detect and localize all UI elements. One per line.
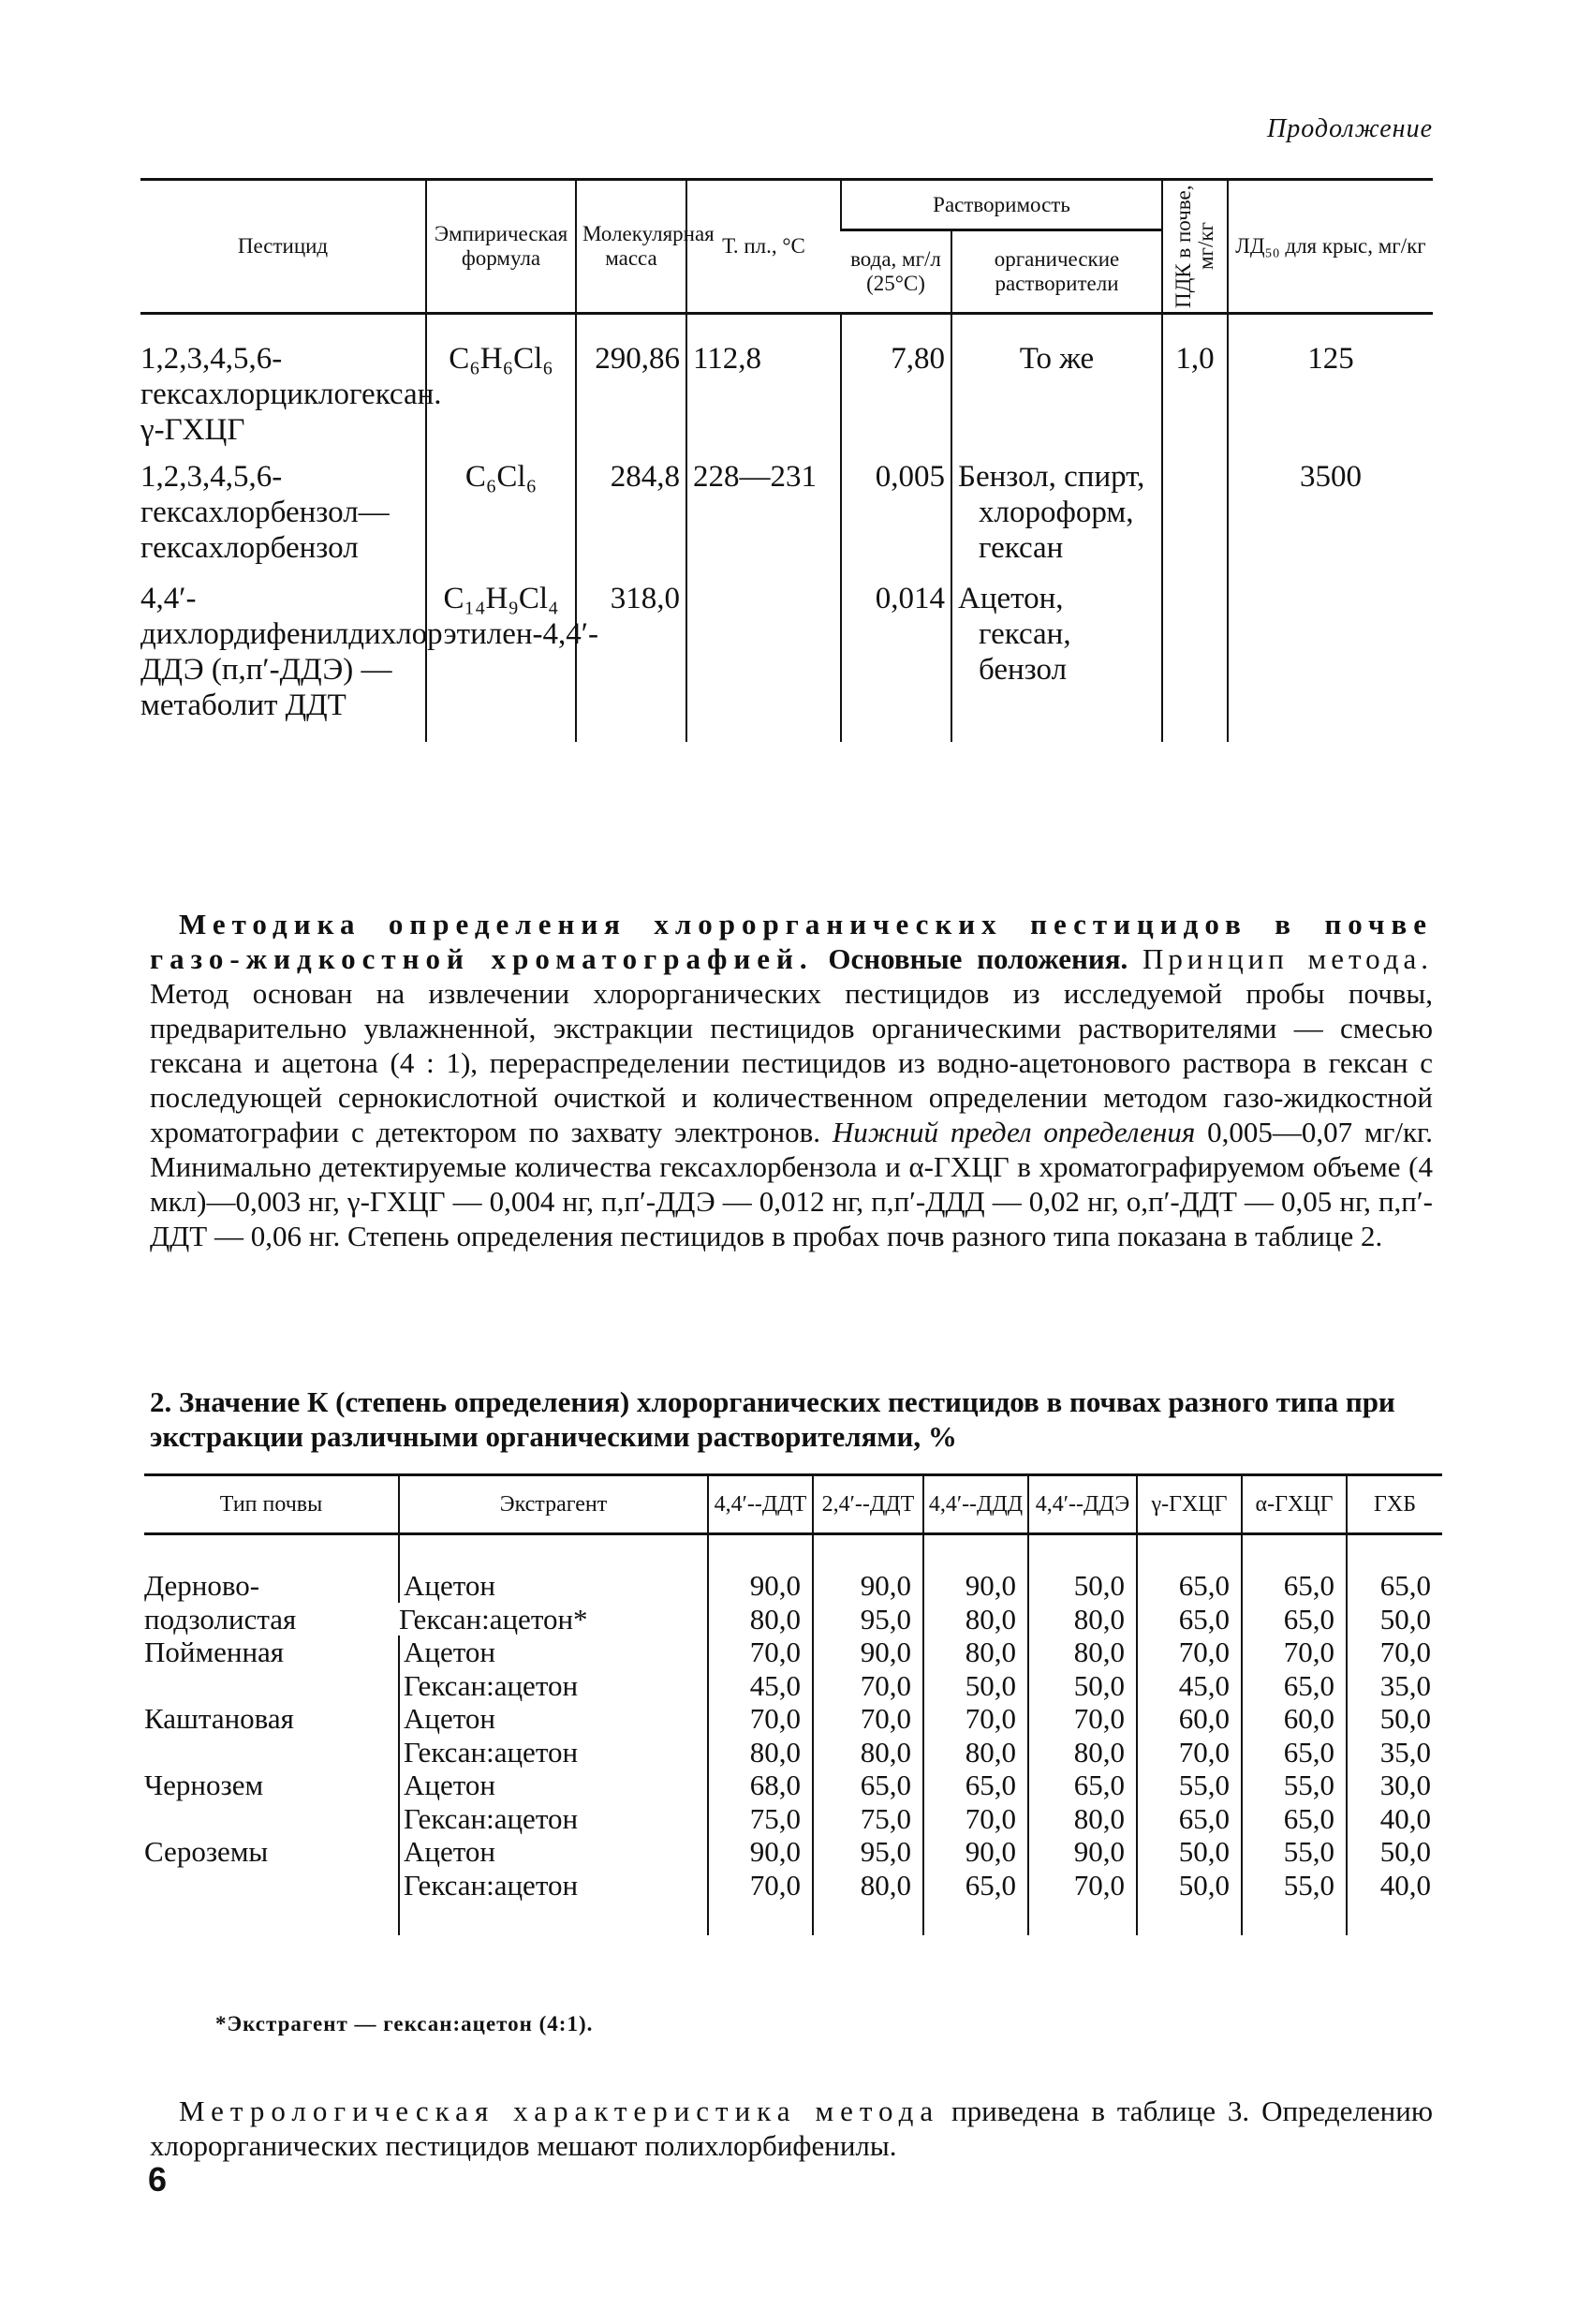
cell-value: 65,0 <box>1137 1603 1242 1636</box>
header-44-ddd: 4,4′--ДДД <box>923 1475 1028 1534</box>
cell-water: 0,005 <box>841 453 951 571</box>
cell-value: 80,0 <box>923 1603 1028 1636</box>
cell-ld50: 3500 <box>1228 453 1433 571</box>
cell-extractant: Гексан:ацетон <box>399 1736 708 1769</box>
table-row <box>144 1736 1442 1769</box>
document-page <box>140 0 1442 2324</box>
cell-formula: C₁₄H₉Cl₄ <box>426 571 576 742</box>
cell-organic: Ацетон, гексан, бензол <box>951 571 1162 742</box>
header-24-ddt: 2,4′--ДДТ <box>813 1475 923 1534</box>
cell-value: 30,0 <box>1347 1769 1442 1802</box>
cell-value: 45,0 <box>1137 1669 1242 1703</box>
cell-pdk <box>1162 571 1228 742</box>
cell-organic: Бензол, спирт, хлороформ, гексан <box>951 453 1162 571</box>
cell-value: 70,0 <box>1137 1736 1242 1769</box>
cell-mass: 318,0 <box>576 571 686 742</box>
cell-value: 80,0 <box>923 1636 1028 1669</box>
cell-extractant: Ацетон <box>399 1636 708 1669</box>
cell-value: 75,0 <box>708 1802 813 1836</box>
cell-mass: 290,86 <box>576 314 686 454</box>
cell-value: 65,0 <box>813 1769 923 1802</box>
table-row <box>144 1869 1442 1902</box>
cell-value: 90,0 <box>708 1835 813 1869</box>
cell-value: 65,0 <box>923 1769 1028 1802</box>
cell-value: 55,0 <box>1242 1835 1347 1869</box>
cell-value: 50,0 <box>1028 1669 1137 1703</box>
cell-value: 80,0 <box>1028 1802 1137 1836</box>
cell-value: 70,0 <box>1137 1636 1242 1669</box>
cell-value: 55,0 <box>1137 1769 1242 1802</box>
cell-value: 65,0 <box>1242 1736 1347 1769</box>
header-hcb: ГХБ <box>1347 1475 1442 1534</box>
cell-soil: Каштановая <box>144 1702 294 1735</box>
cell-melting: 112,8 <box>686 314 841 454</box>
method-title: Методика определения хлорорганических пестицидов в почве газо-жидкостной хроматографией. <box>150 908 1433 975</box>
cell-value: 90,0 <box>1028 1835 1137 1869</box>
header-organic: органические растворители <box>951 230 1162 314</box>
cell-extractant: Гексан:ацетон <box>399 1802 708 1836</box>
principle-heading: Принцип метода. <box>1142 942 1433 975</box>
method-paragraph <box>150 907 1433 1253</box>
metrology-heading: Метрологическая характеристика метода <box>179 2095 940 2127</box>
table-row <box>144 1835 1442 1869</box>
cell-extractant: Гексан:ацетон <box>399 1869 708 1902</box>
detection-text: 0,005—0,07 мг/кг. Минимально детектируемые количества гексахлорбензола и α-ГХЦГ в хроматографируемом объеме (4 мкл)—0,003 нг, γ-ГХЦГ — 0,004 нг, п,п′-ДДЭ — 0,012 нг, п,п′-ДДД — 0,02 нг, о,п′-ДДТ — 0,05 нг, п,п′-ДДТ — 0,06 нг. Степень определения пестицидов в пробах почв разного типа показана в таблице 2. <box>150 1116 1434 1252</box>
cell-soil <box>144 1736 399 1769</box>
table-row <box>144 1702 1442 1736</box>
header-water: вода, мг/л (25°С) <box>841 230 951 314</box>
cell-value: 40,0 <box>1347 1802 1442 1836</box>
cell-value: 70,0 <box>708 1702 813 1736</box>
table-row <box>140 571 1433 742</box>
table-row <box>140 314 1433 454</box>
cell-value: 50,0 <box>1028 1569 1137 1603</box>
header-gamma-hch: γ-ГХЦГ <box>1137 1475 1242 1534</box>
cell-value: 90,0 <box>813 1569 923 1603</box>
cell-value: 55,0 <box>1242 1769 1347 1802</box>
cell-soil: Пойменная <box>144 1636 285 1668</box>
cell-value: 80,0 <box>813 1869 923 1902</box>
cell-melting: 228—231 <box>686 453 841 571</box>
table2-footnote: *Экстрагент — гексан:ацетон (4:1). <box>215 2012 594 2035</box>
cell-melting <box>686 571 841 742</box>
cell-value: 40,0 <box>1347 1869 1442 1902</box>
cell-value: 50,0 <box>1137 1869 1242 1902</box>
header-pdk: ПДК в почве, мг/кг <box>1162 180 1228 314</box>
cell-value: 80,0 <box>1028 1636 1137 1669</box>
cell-value: 80,0 <box>923 1736 1028 1769</box>
header-pesticide: Пестицид <box>140 180 426 314</box>
cell-value: 80,0 <box>1028 1603 1137 1636</box>
metrology-text: приведена в таблице 3. Определению хлорорганических пестицидов мешают полихлорбифенилы. <box>150 2095 1433 2162</box>
cell-value: 90,0 <box>923 1835 1028 1869</box>
cell-value: 50,0 <box>923 1669 1028 1703</box>
cell-value: 90,0 <box>708 1569 813 1603</box>
header-solubility: Растворимость <box>841 180 1162 230</box>
cell-value: 65,0 <box>1242 1603 1347 1636</box>
recovery-table <box>144 1473 1442 1935</box>
metrology-paragraph <box>150 2094 1433 2163</box>
cell-pesticide: 4,4′-дихлордифенилдихлорэтилен-4,4′-ДДЭ (п,п′-ДДЭ) — метаболит ДДТ <box>140 582 598 722</box>
cell-value: 95,0 <box>813 1835 923 1869</box>
cell-value: 70,0 <box>1347 1636 1442 1669</box>
cell-value: 75,0 <box>813 1802 923 1836</box>
method-text: Метод основан на извлечении хлорорганических пестицидов из исследуемой пробы почвы, предварительно увлажненной, экстракции пестицидов органическими растворителями — смесью гексана и ацетона (4 : 1), перераспределении пестицидов из водно-ацетонового раствора в гексан с последующей сернокислотной очисткой и количественном определении методом газо-жидкостной хроматографии с детектором по захвату электронов. <box>150 977 1433 1148</box>
cell-value: 70,0 <box>1028 1702 1137 1736</box>
cell-ld50: 125 <box>1228 314 1433 454</box>
cell-value: 50,0 <box>1347 1603 1442 1636</box>
header-melting: Т. пл., °С <box>686 180 841 314</box>
header-44-dde: 4,4′--ДДЭ <box>1028 1475 1137 1534</box>
cell-value: 80,0 <box>813 1736 923 1769</box>
cell-water: 7,80 <box>841 314 951 454</box>
cell-value: 60,0 <box>1137 1702 1242 1736</box>
detection-limit-label: Нижний предел определения <box>832 1116 1196 1148</box>
cell-pesticide: 1,2,3,4,5,6-гексахлорбензол—гексахлорбензол <box>140 460 390 565</box>
cell-value: 50,0 <box>1347 1702 1442 1736</box>
cell-soil <box>144 1802 399 1836</box>
table-row <box>144 1569 1442 1603</box>
cell-value: 50,0 <box>1137 1835 1242 1869</box>
header-44-ddt: 4,4′--ДДТ <box>708 1475 813 1534</box>
cell-value: 65,0 <box>1242 1569 1347 1603</box>
header-mass: Молекулярная масса <box>576 180 686 314</box>
header-ld50: ЛД₅₀ для крыс, мг/кг <box>1228 180 1433 314</box>
cell-value: 70,0 <box>708 1636 813 1669</box>
table-row <box>144 1636 1442 1669</box>
continued-label: Продолжение <box>1267 114 1433 143</box>
table-row <box>144 1669 1442 1703</box>
cell-pdk: 1,0 <box>1162 314 1228 454</box>
cell-extractant: Ацетон <box>399 1569 708 1603</box>
cell-soil <box>144 1669 399 1703</box>
cell-value: 90,0 <box>813 1636 923 1669</box>
cell-value: 68,0 <box>708 1769 813 1802</box>
cell-value: 70,0 <box>708 1869 813 1902</box>
cell-value: 55,0 <box>1242 1869 1347 1902</box>
cell-soil: Дерново-подзолистая <box>144 1569 297 1636</box>
cell-pesticide: 1,2,3,4,5,6-гексахлорциклогексан. γ-ГХЦГ <box>140 342 442 447</box>
cell-pdk <box>1162 453 1228 571</box>
cell-value: 80,0 <box>708 1603 813 1636</box>
cell-extractant: Гексан:ацетон <box>399 1669 708 1703</box>
cell-value: 35,0 <box>1347 1669 1442 1703</box>
header-formula: Эмпирическая формула <box>426 180 576 314</box>
cell-value: 90,0 <box>923 1569 1028 1603</box>
table-row <box>144 1802 1442 1836</box>
cell-value: 70,0 <box>923 1802 1028 1836</box>
cell-formula: C₆Cl₆ <box>426 453 576 571</box>
cell-value: 80,0 <box>708 1736 813 1769</box>
pesticide-properties-table <box>140 178 1433 742</box>
cell-formula: C₆H₆Cl₆ <box>426 314 576 454</box>
cell-soil: Сероземы <box>144 1835 269 1868</box>
cell-value: 35,0 <box>1347 1736 1442 1769</box>
cell-value: 70,0 <box>1028 1869 1137 1902</box>
cell-value: 95,0 <box>813 1603 923 1636</box>
cell-value: 60,0 <box>1242 1702 1347 1736</box>
cell-organic: То же <box>951 314 1162 454</box>
table-row <box>144 1769 1442 1802</box>
cell-value: 50,0 <box>1347 1835 1442 1869</box>
cell-extractant: Гексан:ацетон* <box>399 1602 588 1636</box>
cell-soil <box>144 1869 399 1902</box>
basic-provisions-heading: Основные положения. <box>828 942 1128 975</box>
cell-value: 70,0 <box>813 1669 923 1703</box>
cell-value: 70,0 <box>923 1702 1028 1736</box>
cell-ld50 <box>1228 571 1433 742</box>
page-number: 6 <box>148 2160 168 2198</box>
cell-water: 0,014 <box>841 571 951 742</box>
cell-value: 65,0 <box>1242 1802 1347 1836</box>
cell-mass: 284,8 <box>576 453 686 571</box>
header-soil-type: Тип почвы <box>144 1475 399 1534</box>
table2-caption: 2. Значение К (степень определения) хлорорганических пестицидов в почвах разного типа при экстракции различными органическими растворителями, % <box>150 1385 1395 1453</box>
cell-value: 65,0 <box>1347 1569 1442 1603</box>
cell-value: 45,0 <box>708 1669 813 1703</box>
cell-value: 65,0 <box>1137 1569 1242 1603</box>
header-extractant: Экстрагент <box>399 1475 708 1534</box>
cell-value: 65,0 <box>1137 1802 1242 1836</box>
cell-value: 80,0 <box>1028 1736 1137 1769</box>
cell-value: 70,0 <box>1242 1636 1347 1669</box>
cell-extractant: Ацетон <box>399 1835 708 1869</box>
cell-value: 65,0 <box>1028 1769 1137 1802</box>
table-row <box>140 453 1433 571</box>
cell-value: 65,0 <box>1242 1669 1347 1703</box>
cell-value: 65,0 <box>923 1869 1028 1902</box>
header-alpha-hch: α-ГХЦГ <box>1242 1475 1347 1534</box>
cell-extractant: Ацетон <box>399 1769 708 1802</box>
cell-value: 70,0 <box>813 1702 923 1736</box>
cell-extractant: Ацетон <box>399 1702 708 1736</box>
cell-soil: Чернозем <box>144 1769 264 1801</box>
